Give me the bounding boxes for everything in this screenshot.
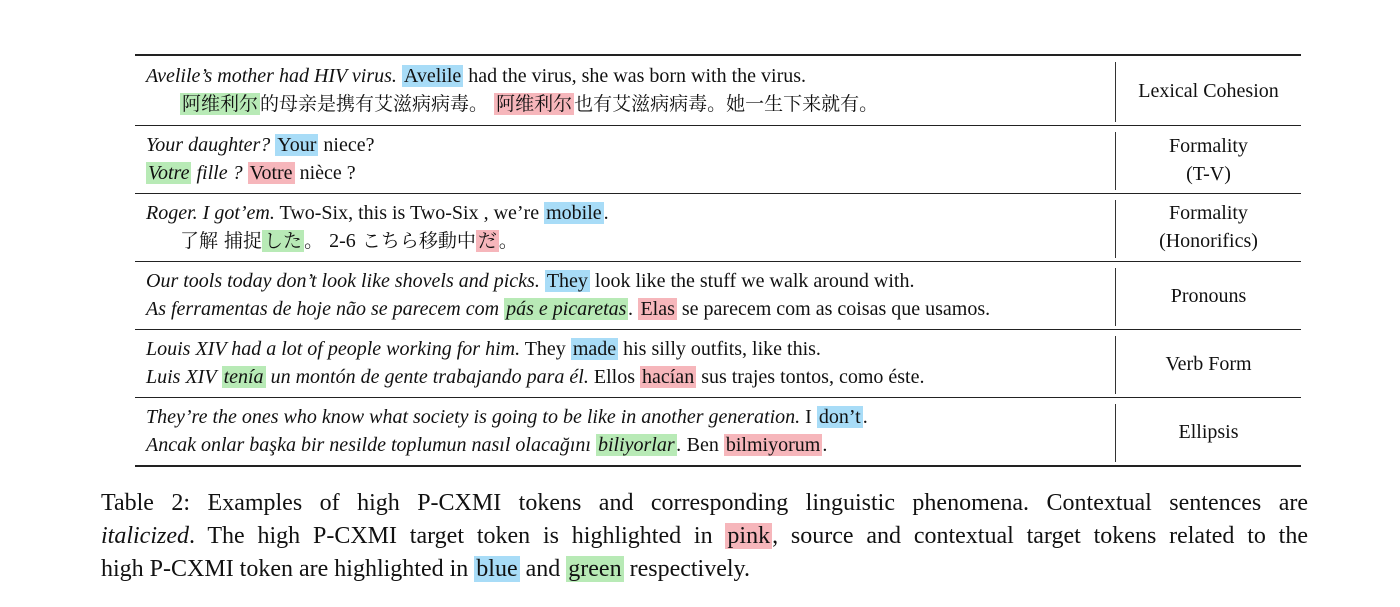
target-text: sus trajes tontos, como éste. xyxy=(696,366,925,388)
source-token: made xyxy=(572,338,617,360)
source-text: niece? xyxy=(318,134,375,156)
context-sentence: Avelile’s mother had HIV virus. xyxy=(146,65,397,87)
phenomenon-label-line: (Honorifics) xyxy=(1159,230,1258,252)
source-line xyxy=(146,267,915,295)
context-target-text: 的母亲是携有艾滋病病毒。 xyxy=(260,93,495,115)
table-caption xyxy=(101,487,1308,586)
target-text: 也有艾滋病病毒。她一生下来就有。 xyxy=(574,93,879,115)
table-row xyxy=(135,398,1301,466)
target-text: se parecem com as coisas que usamos. xyxy=(676,298,991,320)
caption-text: high P-CXMI token are highlighted in xyxy=(101,556,475,582)
phenomenon-label-line: Formality xyxy=(1169,202,1248,224)
phenomenon-label xyxy=(1116,350,1301,378)
phenomenon-label-text: Lexical Cohesion xyxy=(1138,80,1279,102)
context-target-text: . xyxy=(676,434,682,456)
context-target-text: As ferramentas de hoje não se parecem com xyxy=(146,298,500,320)
context-target-text: un montón de gente trabajando para él. xyxy=(265,366,589,388)
source-token: Avelile xyxy=(403,65,462,87)
context-sentence: They’re the ones who know what society is going to be like in another generation. xyxy=(146,406,801,428)
source-text: had the virus, she was born with the virus. xyxy=(463,65,807,87)
bottom-rule xyxy=(135,465,1301,467)
target-token: bilmiyorum xyxy=(725,434,821,456)
source-line xyxy=(146,335,821,363)
target-text: 2-6 xyxy=(329,230,356,252)
source-line xyxy=(146,199,609,227)
context-target-text: Ancak onlar başka bir nesilde toplumun nasıl olacağını xyxy=(146,434,591,456)
context-target-token: 阿维利尔 xyxy=(182,93,259,115)
context-sentence: Roger. I got’em. xyxy=(146,202,275,224)
table-row xyxy=(135,126,1301,194)
target-text: Ben xyxy=(681,434,724,456)
phenomenon-label-text: Ellipsis xyxy=(1178,421,1239,443)
phenomenon-label-text: Verb Form xyxy=(1165,353,1252,375)
context-sentence: Louis XIV had a lot of people working for him. xyxy=(146,338,521,360)
caption-blue-swatch: blue xyxy=(476,556,518,582)
table-row xyxy=(135,262,1301,330)
context-target-text: fille ? xyxy=(191,162,243,184)
source-token: mobile xyxy=(546,202,602,224)
target-text: Ellos xyxy=(588,366,640,388)
context-sentence: Our tools today don’t look like shovels and picks. xyxy=(146,270,540,292)
source-text: They xyxy=(520,338,571,360)
target-token: 阿维利尔 xyxy=(496,93,573,115)
context-target-token: Votre xyxy=(148,162,190,184)
context-target-token: tenía xyxy=(223,366,264,388)
target-line xyxy=(180,90,878,118)
source-text: Two-Six, this is Two-Six , we’re xyxy=(274,202,545,224)
phenomenon-label-line: Formality xyxy=(1169,135,1248,157)
context-sentence: Your daughter? xyxy=(146,134,271,156)
target-text: こちら移動中 xyxy=(355,230,476,252)
phenomenon-label-text: Pronouns xyxy=(1170,285,1247,307)
context-target-text: Luis XIV xyxy=(146,366,217,388)
target-line xyxy=(180,227,518,255)
source-text: I xyxy=(800,406,817,428)
caption-green-swatch: green xyxy=(568,556,622,582)
caption-pink-swatch: pink xyxy=(727,523,771,549)
target-text: nièce ? xyxy=(294,162,356,184)
caption-line xyxy=(101,553,1308,586)
source-text: look like the stuff we walk around with. xyxy=(589,270,915,292)
source-token: They xyxy=(546,270,588,292)
table-row xyxy=(135,330,1301,398)
table-row xyxy=(135,56,1301,126)
target-line xyxy=(146,159,356,187)
caption-text: , source and contextual target tokens related to the xyxy=(772,523,1309,549)
phenomenon-label xyxy=(1116,77,1301,105)
target-text: 。 xyxy=(498,230,518,252)
target-line xyxy=(146,431,827,459)
source-line xyxy=(146,403,868,431)
context-target-token: した xyxy=(264,230,303,252)
caption-line: Table 2: Examples of high P-CXMI tokens and corresponding linguistic phenomena. Contextual sentences are xyxy=(101,490,1308,516)
caption-text: respectively. xyxy=(623,556,750,582)
target-token: だ xyxy=(477,230,497,252)
caption-text: and xyxy=(519,556,567,582)
target-text: 了解 捕捉 xyxy=(180,230,263,252)
caption-line xyxy=(101,520,1308,553)
target-line xyxy=(146,363,925,391)
target-token: Elas xyxy=(640,298,675,320)
phenomenon-label xyxy=(1116,418,1301,446)
source-line xyxy=(146,131,374,159)
target-line xyxy=(146,295,990,323)
source-line xyxy=(146,62,806,90)
context-target-text: . xyxy=(628,298,634,320)
phenomenon-label xyxy=(1116,132,1301,188)
caption-italic-word: italicized xyxy=(101,523,189,549)
target-text: . xyxy=(822,434,828,456)
source-token: Your xyxy=(277,134,317,156)
source-token: don’t xyxy=(818,406,861,428)
source-text: . xyxy=(862,406,868,428)
context-target-token: pás e picaretas xyxy=(506,298,627,320)
phenomenon-label-line: (T-V) xyxy=(1186,163,1231,185)
caption-text: . The high P-CXMI target token is highlighted in xyxy=(188,523,726,549)
target-token: hacían xyxy=(642,366,695,388)
source-text: . xyxy=(603,202,609,224)
phenomenon-label xyxy=(1116,199,1301,255)
context-target-token: biliyorlar xyxy=(597,434,675,456)
target-text: 。 xyxy=(304,230,330,252)
phenomenon-label xyxy=(1116,282,1301,310)
table-row xyxy=(135,194,1301,262)
target-token: Votre xyxy=(249,162,293,184)
source-text: his silly outfits, like this. xyxy=(618,338,821,360)
